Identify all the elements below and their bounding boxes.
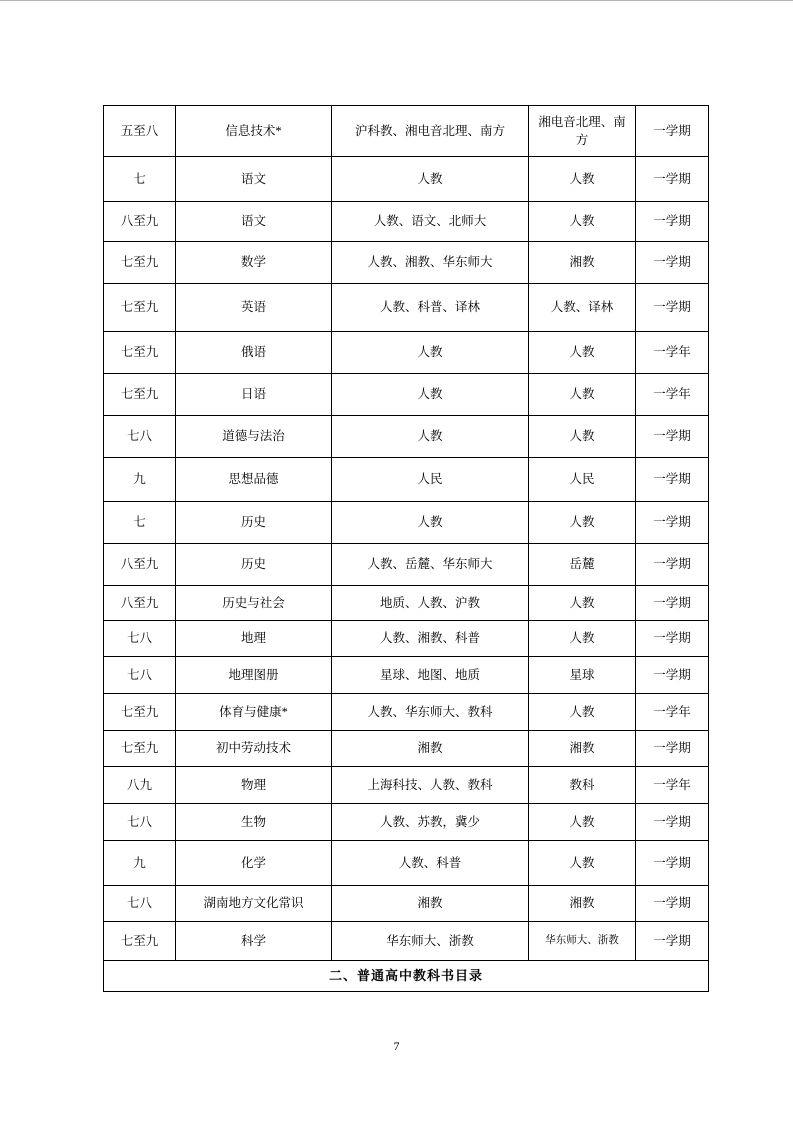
publishers-cell: 人教、华东师大、教科: [332, 694, 529, 731]
subject-cell: 俄语: [176, 332, 332, 374]
grade-cell: 八至九: [104, 202, 176, 242]
section-footer-row: [104, 961, 709, 992]
table-row: [104, 242, 709, 284]
grade-cell: 七八: [104, 416, 176, 458]
subject-cell: 语文: [176, 202, 332, 242]
selected-publisher-cell: 人教: [529, 621, 636, 657]
duration-cell: 一学期: [636, 544, 709, 586]
publishers-cell: 人教: [332, 416, 529, 458]
selected-publisher-cell: 教科: [529, 767, 636, 804]
table-row: [104, 657, 709, 694]
selected-publisher-cell: 华东师大、浙教: [529, 922, 636, 961]
subject-cell: 地理图册: [176, 657, 332, 694]
table-row: [104, 922, 709, 961]
publishers-cell: 人教: [332, 157, 529, 202]
duration-cell: 一学期: [636, 284, 709, 332]
publishers-cell: 人教、湘教、科普: [332, 621, 529, 657]
table-row: [104, 332, 709, 374]
duration-cell: 一学期: [636, 458, 709, 502]
grade-cell: 七: [104, 502, 176, 544]
table-row: [104, 544, 709, 586]
subject-cell: 历史: [176, 502, 332, 544]
grade-cell: 七八: [104, 804, 176, 841]
grade-cell: 五至八: [104, 106, 176, 157]
grade-cell: 八至九: [104, 586, 176, 621]
selected-publisher-cell: 湘教: [529, 886, 636, 922]
subject-cell: 初中劳动技术: [176, 731, 332, 767]
duration-cell: 一学期: [636, 804, 709, 841]
selected-publisher-cell: 湘教: [529, 242, 636, 284]
grade-cell: 七: [104, 157, 176, 202]
grade-cell: 八至九: [104, 544, 176, 586]
duration-cell: 一学年: [636, 374, 709, 416]
publishers-cell: 人教: [332, 502, 529, 544]
duration-cell: 一学期: [636, 586, 709, 621]
selected-publisher-cell: 人教: [529, 374, 636, 416]
table-row: [104, 731, 709, 767]
selected-publisher-cell: 湘电音北理、南方: [529, 106, 636, 157]
section-footer-title: 二、普通高中教科书目录: [104, 961, 709, 992]
selected-publisher-cell: 人教: [529, 157, 636, 202]
subject-cell: 道德与法治: [176, 416, 332, 458]
duration-cell: 一学期: [636, 922, 709, 961]
table-row: [104, 804, 709, 841]
publishers-cell: 人教: [332, 332, 529, 374]
publishers-cell: 星球、地图、地质: [332, 657, 529, 694]
selected-publisher-cell: 人教: [529, 332, 636, 374]
duration-cell: 一学期: [636, 657, 709, 694]
subject-cell: 日语: [176, 374, 332, 416]
selected-publisher-cell: 人教: [529, 804, 636, 841]
table-row: [104, 202, 709, 242]
table-row: [104, 694, 709, 731]
publishers-cell: 人教: [332, 374, 529, 416]
publishers-cell: 沪科教、湘电音北理、南方: [332, 106, 529, 157]
subject-cell: 科学: [176, 922, 332, 961]
table-row: [104, 886, 709, 922]
page-number: 7: [393, 1039, 400, 1053]
subject-cell: 英语: [176, 284, 332, 332]
subject-cell: 地理: [176, 621, 332, 657]
table-row: [104, 416, 709, 458]
table-row: [104, 767, 709, 804]
publishers-cell: 人教、湘教、华东师大: [332, 242, 529, 284]
subject-cell: 历史与社会: [176, 586, 332, 621]
selected-publisher-cell: 人教: [529, 416, 636, 458]
table-row: [104, 374, 709, 416]
publishers-cell: 华东师大、浙教: [332, 922, 529, 961]
subject-cell: 历史: [176, 544, 332, 586]
duration-cell: 一学期: [636, 416, 709, 458]
table-row: [104, 502, 709, 544]
textbook-catalog-table: [103, 105, 709, 992]
selected-publisher-cell: 湘教: [529, 731, 636, 767]
grade-cell: 七至九: [104, 694, 176, 731]
duration-cell: 一学年: [636, 332, 709, 374]
subject-cell: 思想品德: [176, 458, 332, 502]
selected-publisher-cell: 星球: [529, 657, 636, 694]
publishers-cell: 湘教: [332, 886, 529, 922]
grade-cell: 七八: [104, 886, 176, 922]
subject-cell: 生物: [176, 804, 332, 841]
selected-publisher-cell: 人教: [529, 202, 636, 242]
grade-cell: 七至九: [104, 374, 176, 416]
grade-cell: 七至九: [104, 731, 176, 767]
duration-cell: 一学年: [636, 694, 709, 731]
duration-cell: 一学年: [636, 767, 709, 804]
grade-cell: 七至九: [104, 284, 176, 332]
table-row: [104, 586, 709, 621]
subject-cell: 数学: [176, 242, 332, 284]
grade-cell: 七八: [104, 657, 176, 694]
grade-cell: 九: [104, 458, 176, 502]
publishers-cell: 人教、岳麓、华东师大: [332, 544, 529, 586]
duration-cell: 一学期: [636, 731, 709, 767]
subject-cell: 湖南地方文化常识: [176, 886, 332, 922]
duration-cell: 一学期: [636, 886, 709, 922]
duration-cell: 一学期: [636, 502, 709, 544]
selected-publisher-cell: 人教: [529, 694, 636, 731]
table-row: [104, 157, 709, 202]
table-row: [104, 841, 709, 886]
table-row: [104, 458, 709, 502]
grade-cell: 八九: [104, 767, 176, 804]
subject-cell: 语文: [176, 157, 332, 202]
publishers-cell: 地质、人教、沪教: [332, 586, 529, 621]
duration-cell: 一学期: [636, 157, 709, 202]
grade-cell: 七八: [104, 621, 176, 657]
textbook-table-body: [104, 106, 709, 961]
selected-publisher-cell: 人教: [529, 586, 636, 621]
subject-cell: 物理: [176, 767, 332, 804]
table-row: [104, 106, 709, 157]
publishers-cell: 人教、科普: [332, 841, 529, 886]
grade-cell: 七至九: [104, 922, 176, 961]
grade-cell: 九: [104, 841, 176, 886]
publishers-cell: 上海科技、人教、教科: [332, 767, 529, 804]
duration-cell: 一学期: [636, 621, 709, 657]
subject-cell: 信息技术*: [176, 106, 332, 157]
table-row: [104, 621, 709, 657]
grade-cell: 七至九: [104, 332, 176, 374]
publishers-cell: 人教、苏教，冀少: [332, 804, 529, 841]
selected-publisher-cell: 岳麓: [529, 544, 636, 586]
selected-publisher-cell: 人民: [529, 458, 636, 502]
publishers-cell: 人教、科普、译林: [332, 284, 529, 332]
subject-cell: 化学: [176, 841, 332, 886]
grade-cell: 七至九: [104, 242, 176, 284]
duration-cell: 一学期: [636, 841, 709, 886]
selected-publisher-cell: 人教、译林: [529, 284, 636, 332]
publishers-cell: 人教、语文、北师大: [332, 202, 529, 242]
selected-publisher-cell: 人教: [529, 502, 636, 544]
selected-publisher-cell: 人教: [529, 841, 636, 886]
table-row: [104, 284, 709, 332]
subject-cell: 体育与健康*: [176, 694, 332, 731]
publishers-cell: 人民: [332, 458, 529, 502]
duration-cell: 一学期: [636, 202, 709, 242]
publishers-cell: 湘教: [332, 731, 529, 767]
duration-cell: 一学期: [636, 242, 709, 284]
duration-cell: 一学期: [636, 106, 709, 157]
